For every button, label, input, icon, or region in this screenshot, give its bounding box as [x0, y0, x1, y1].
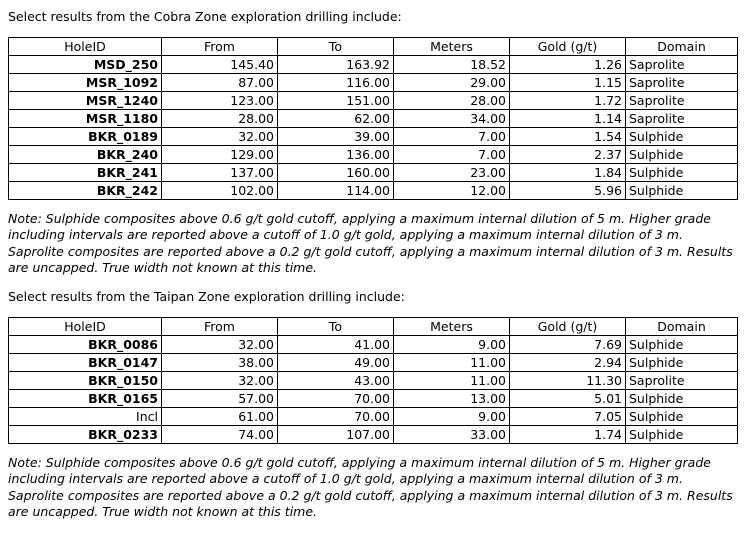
cell-holeid: BKR_0165	[9, 390, 162, 408]
table-row	[9, 354, 738, 372]
cell-domain: Sulphide	[626, 128, 738, 146]
header-to: To	[278, 318, 394, 336]
table-row	[9, 164, 738, 182]
cell-gold: 1.84	[510, 164, 626, 182]
cobra-section	[8, 8, 746, 276]
cell-from: 28.00	[162, 110, 278, 128]
cell-holeid: MSR_1240	[9, 92, 162, 110]
cell-domain: Saprolite	[626, 56, 738, 74]
cobra-note: Note: Sulphide composites above 0.6 g/t gold cutoff, applying a maximum internal dilution of 5 m. Higher grade including intervals are reported above a cutoff of 1.0 g/t gold, applying a maximum internal dilution of 3 m. Saprolite composites are reported above a 0.2 g/t gold cutoff, applying a maximum internal dilution of 3 m. Results are uncapped. True width not known at this time.	[8, 211, 733, 275]
table-row	[9, 110, 738, 128]
cell-holeid: BKR_0147	[9, 354, 162, 372]
header-meters: Meters	[394, 318, 510, 336]
cell-meters: 34.00	[394, 110, 510, 128]
cell-to: 136.00	[278, 146, 394, 164]
cell-from: 38.00	[162, 354, 278, 372]
cell-meters: 18.52	[394, 56, 510, 74]
table-row	[9, 372, 738, 390]
cell-domain: Sulphide	[626, 336, 738, 354]
cell-holeid: Incl	[9, 408, 162, 426]
cell-to: 41.00	[278, 336, 394, 354]
cell-meters: 11.00	[394, 372, 510, 390]
cell-holeid: BKR_242	[9, 182, 162, 200]
cell-meters: 12.00	[394, 182, 510, 200]
cell-domain: Sulphide	[626, 426, 738, 444]
cell-domain: Saprolite	[626, 372, 738, 390]
table-row	[9, 146, 738, 164]
cell-gold: 2.94	[510, 354, 626, 372]
cell-meters: 28.00	[394, 92, 510, 110]
cell-from: 57.00	[162, 390, 278, 408]
cell-holeid: BKR_240	[9, 146, 162, 164]
cell-to: 62.00	[278, 110, 394, 128]
header-holeid: HoleID	[9, 318, 162, 336]
cell-from: 137.00	[162, 164, 278, 182]
header-domain: Domain	[626, 38, 738, 56]
cell-to: 116.00	[278, 74, 394, 92]
cell-to: 160.00	[278, 164, 394, 182]
cell-holeid: BKR_0189	[9, 128, 162, 146]
cell-meters: 23.00	[394, 164, 510, 182]
table-row	[9, 426, 738, 444]
cell-to: 39.00	[278, 128, 394, 146]
cell-meters: 11.00	[394, 354, 510, 372]
cell-to: 70.00	[278, 390, 394, 408]
cell-holeid: MSR_1180	[9, 110, 162, 128]
cell-to: 49.00	[278, 354, 394, 372]
cell-domain: Sulphide	[626, 354, 738, 372]
cell-from: 145.40	[162, 56, 278, 74]
table-row	[9, 336, 738, 354]
cell-gold: 1.74	[510, 426, 626, 444]
cell-meters: 9.00	[394, 408, 510, 426]
taipan-note: Note: Sulphide composites above 0.6 g/t gold cutoff, applying a maximum internal dilution of 5 m. Higher grade including intervals are reported above a cutoff of 1.0 g/t gold, applying a maximum internal dilution of 3 m. Saprolite composites are reported above a 0.2 g/t gold cutoff, applying a maximum internal dilution of 3 m. Results are uncapped. True width not known at this time.	[8, 455, 733, 520]
cell-gold: 7.05	[510, 408, 626, 426]
cell-to: 163.92	[278, 56, 394, 74]
table-row	[9, 408, 738, 426]
cell-holeid: BKR_0233	[9, 426, 162, 444]
cell-from: 32.00	[162, 128, 278, 146]
cell-domain: Sulphide	[626, 146, 738, 164]
cell-gold: 1.54	[510, 128, 626, 146]
cell-from: 32.00	[162, 336, 278, 354]
cell-domain: Sulphide	[626, 408, 738, 426]
cell-gold: 1.26	[510, 56, 626, 74]
cell-holeid: BKR_0086	[9, 336, 162, 354]
cell-domain: Sulphide	[626, 182, 738, 200]
cell-meters: 29.00	[394, 74, 510, 92]
cell-holeid: BKR_0150	[9, 372, 162, 390]
cell-from: 61.00	[162, 408, 278, 426]
cell-gold: 7.69	[510, 336, 626, 354]
cell-to: 107.00	[278, 426, 394, 444]
table-row	[9, 56, 738, 74]
cell-to: 70.00	[278, 408, 394, 426]
cell-to: 43.00	[278, 372, 394, 390]
cell-holeid: MSD_250	[9, 56, 162, 74]
header-gold: Gold (g/t)	[510, 318, 626, 336]
cell-gold: 5.01	[510, 390, 626, 408]
table-row	[9, 128, 738, 146]
header-from: From	[162, 38, 278, 56]
cell-meters: 7.00	[394, 128, 510, 146]
table-row	[9, 390, 738, 408]
cell-domain: Saprolite	[626, 92, 738, 110]
cell-domain: Sulphide	[626, 390, 738, 408]
cell-gold: 2.37	[510, 146, 626, 164]
header-from: From	[162, 318, 278, 336]
cell-to: 114.00	[278, 182, 394, 200]
header-holeid: HoleID	[9, 38, 162, 56]
cell-gold: 5.96	[510, 182, 626, 200]
cell-from: 123.00	[162, 92, 278, 110]
taipan-results-table	[8, 317, 738, 444]
cell-holeid: BKR_241	[9, 164, 162, 182]
cell-domain: Saprolite	[626, 110, 738, 128]
cell-from: 129.00	[162, 146, 278, 164]
cell-domain: Sulphide	[626, 164, 738, 182]
table-row	[9, 182, 738, 200]
cell-holeid: MSR_1092	[9, 74, 162, 92]
table-row	[9, 74, 738, 92]
cell-meters: 33.00	[394, 426, 510, 444]
header-to: To	[278, 38, 394, 56]
cell-domain: Saprolite	[626, 74, 738, 92]
taipan-section	[8, 288, 746, 520]
cell-gold: 11.30	[510, 372, 626, 390]
header-domain: Domain	[626, 318, 738, 336]
cell-to: 151.00	[278, 92, 394, 110]
table-row	[9, 92, 738, 110]
cobra-results-table	[8, 37, 738, 200]
cell-meters: 7.00	[394, 146, 510, 164]
taipan-intro: Select results from the Taipan Zone exploration drilling include:	[8, 289, 405, 305]
cell-meters: 13.00	[394, 390, 510, 408]
cell-from: 102.00	[162, 182, 278, 200]
cell-gold: 1.72	[510, 92, 626, 110]
table-header-row	[9, 38, 738, 56]
cell-gold: 1.15	[510, 74, 626, 92]
cell-from: 87.00	[162, 74, 278, 92]
cell-meters: 9.00	[394, 336, 510, 354]
header-meters: Meters	[394, 38, 510, 56]
cell-gold: 1.14	[510, 110, 626, 128]
header-gold: Gold (g/t)	[510, 38, 626, 56]
table-header-row	[9, 318, 738, 336]
cobra-intro: Select results from the Cobra Zone exploration drilling include:	[8, 9, 402, 24]
cell-from: 32.00	[162, 372, 278, 390]
cell-from: 74.00	[162, 426, 278, 444]
